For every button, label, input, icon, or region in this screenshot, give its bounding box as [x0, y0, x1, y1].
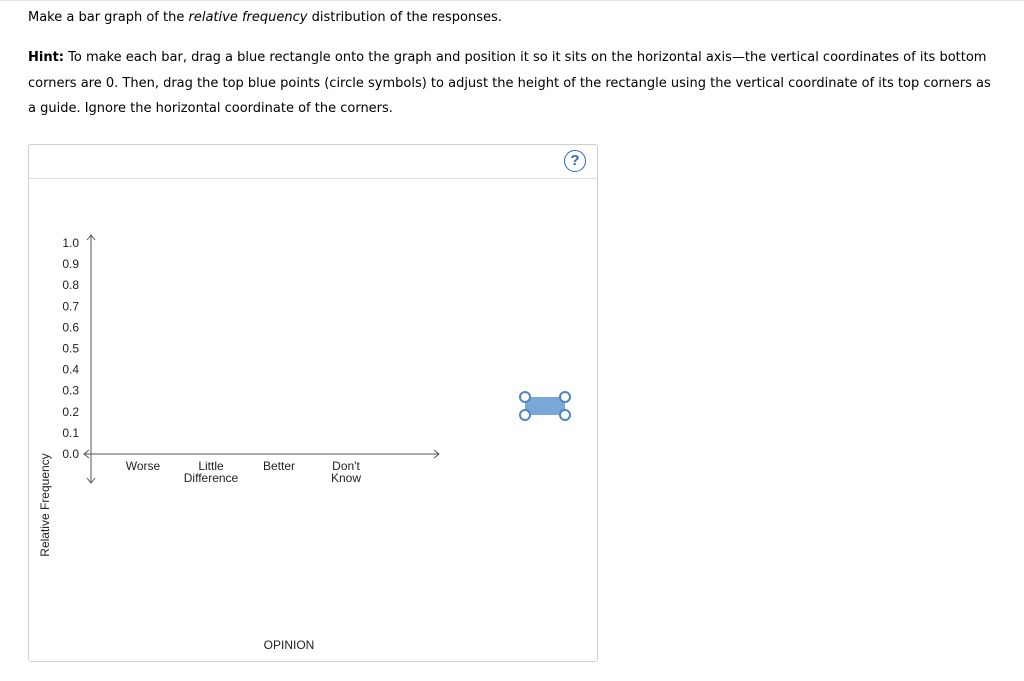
handle-bottom-left[interactable]: [520, 410, 530, 420]
y-tick-label: 0.6: [62, 320, 79, 335]
graph-panel: [28, 144, 598, 662]
instruction-prefix: Make a bar graph of the: [28, 10, 189, 25]
draggable-bar-tool[interactable]: [517, 389, 577, 429]
handle-top-left[interactable]: [520, 392, 530, 402]
y-tick-label: 1.0: [62, 236, 79, 250]
y-tick-label: 0.5: [62, 341, 79, 356]
bar-rectangle-icon[interactable]: [525, 397, 565, 415]
y-tick-label: 0.3: [62, 383, 79, 398]
x-axis-title: OPINION: [263, 638, 315, 652]
graph-canvas[interactable]: [29, 145, 599, 663]
hint-text: [28, 45, 998, 122]
hint-body: To make each bar, drag a blue rectangle onto the graph and position it so it sits on the horizontal axis—the vertical coordinates of its bottom corners are 0. Then, drag the top blue points (circle symbols) to adjust the height of the rectangle using the vertical coordinate of its top corners as a guide. Ignore the horizontal coordinate of the corners.: [28, 50, 991, 116]
handle-bottom-right[interactable]: [560, 410, 570, 420]
y-tick-label: 0.2: [62, 404, 79, 419]
help-button[interactable]: ?: [564, 150, 586, 172]
instruction-text: [28, 9, 998, 26]
y-tick-label: 0.7: [62, 299, 79, 314]
y-tick-label: 0.8: [62, 278, 79, 293]
y-tick-label: 0.1: [62, 425, 79, 440]
category-label-dont-know: Don't Know: [330, 459, 362, 485]
instruction-suffix: distribution of the responses.: [307, 10, 502, 25]
instruction-emphasis: relative frequency: [188, 10, 308, 25]
y-tick-label: 0.4: [62, 362, 79, 377]
category-label-worse: Worse: [125, 459, 161, 473]
top-divider: [0, 0, 1024, 1]
hint-label: Hint:: [28, 50, 65, 65]
y-tick-label: 0.9: [62, 257, 79, 272]
y-tick-labels: [62, 236, 79, 461]
y-tick-label: 0.0: [62, 447, 79, 461]
category-label-better: Better: [262, 459, 295, 473]
category-label-little-difference: Little Difference: [183, 459, 239, 485]
handle-top-right[interactable]: [560, 392, 570, 402]
y-axis-title: Relative Frequency: [38, 453, 52, 557]
